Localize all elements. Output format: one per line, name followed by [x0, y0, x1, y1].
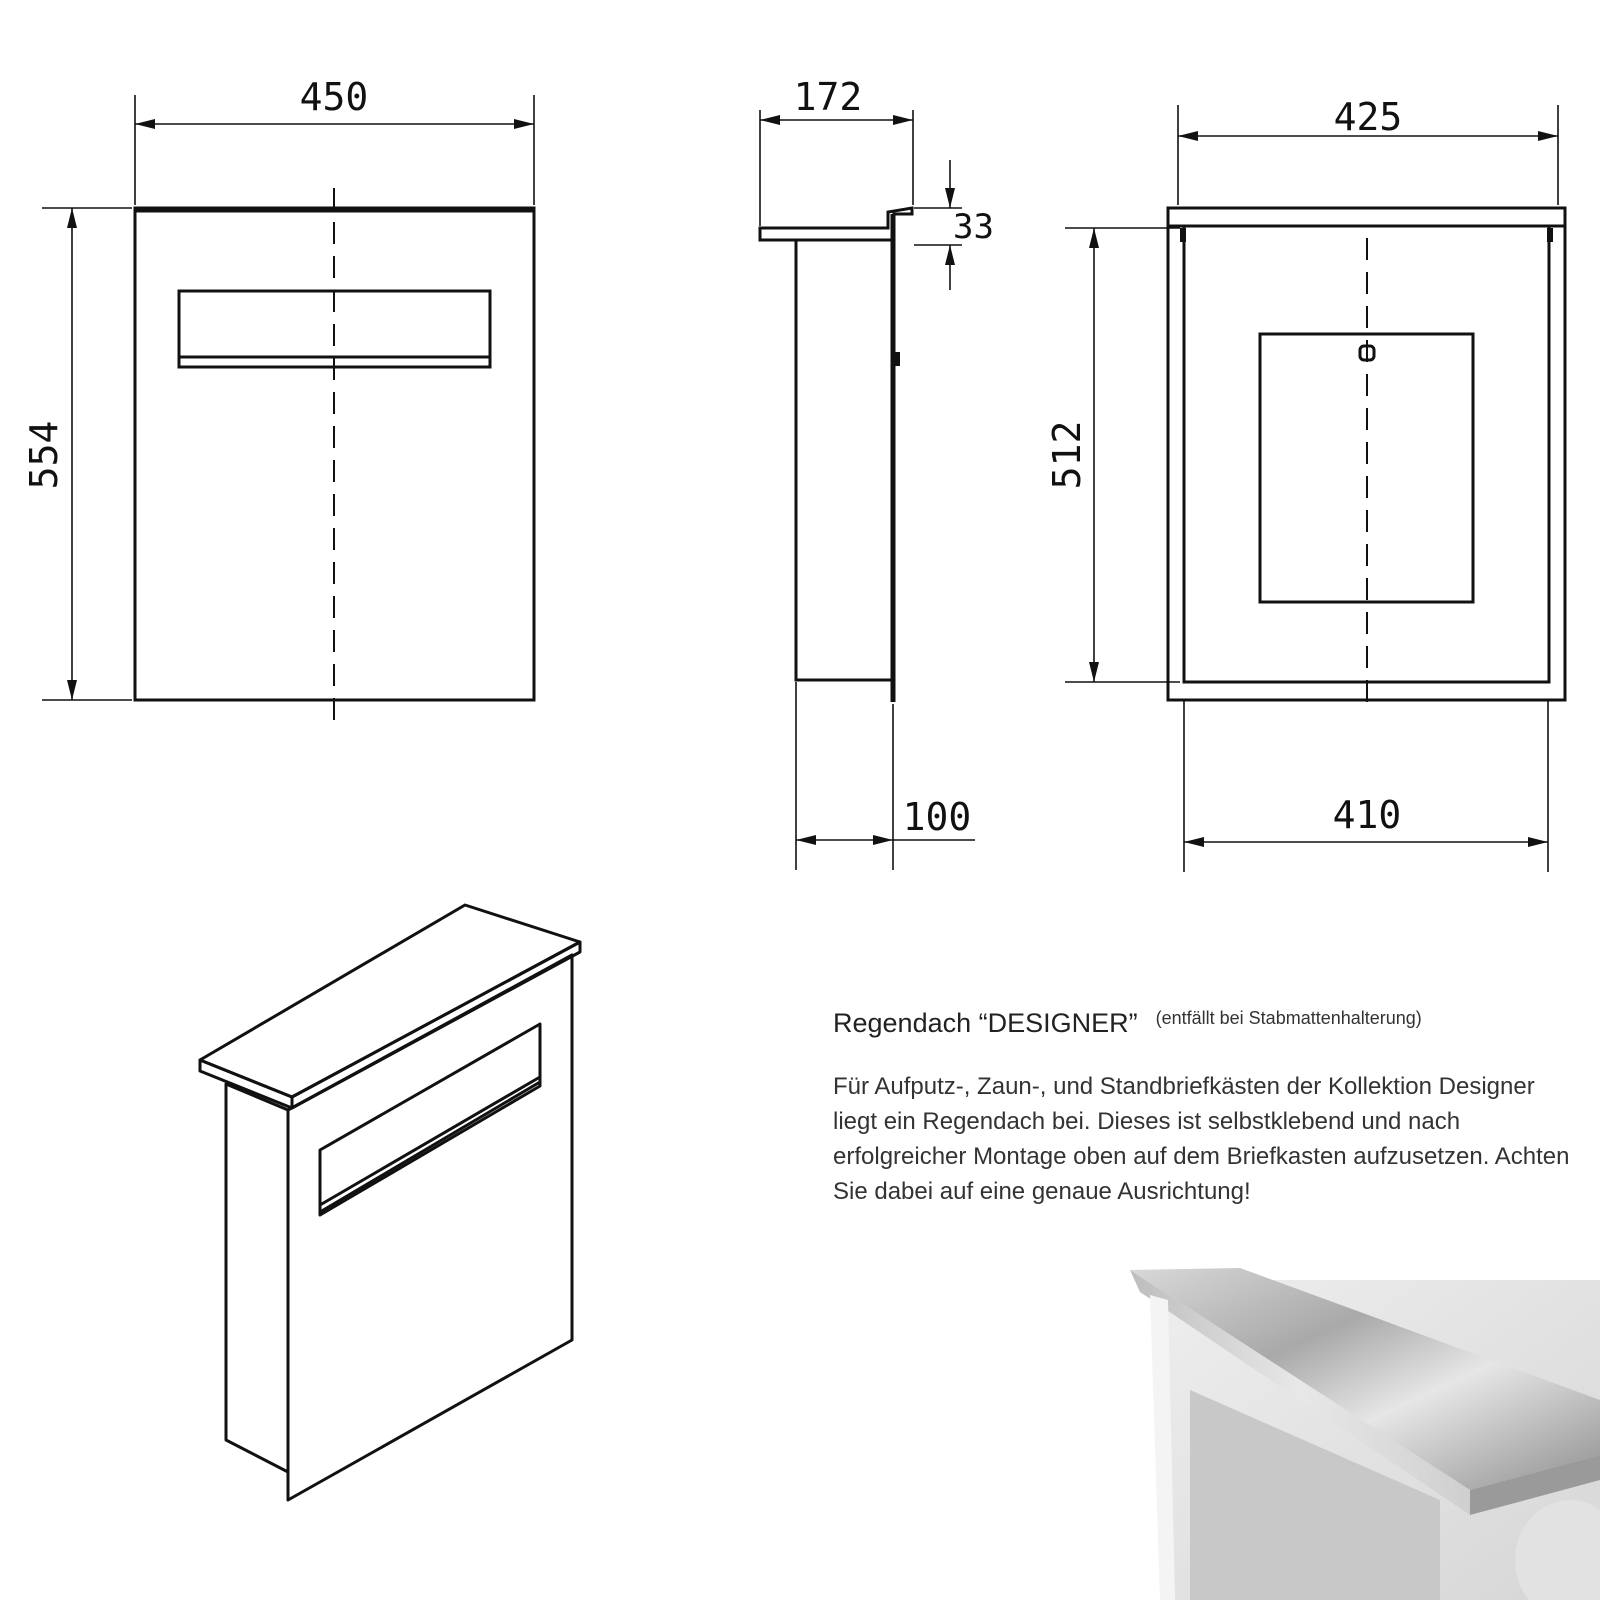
side-roof-profile — [760, 208, 912, 240]
side-view — [760, 75, 994, 870]
iso-roof-top — [200, 905, 580, 1097]
rain-roof-photo — [1130, 1268, 1600, 1600]
info-description: Für Aufputz-, Zaun-, und Standbriefkästen der Kollektion Designer liegt ein Regendach bei. Dieses ist selbstklebend und nach erfolgreicher Montage oben auf dem Briefkasten aufzusetzen. Achten Sie dabei auf eine genaue Ausrichtung! — [833, 1073, 1570, 1205]
back-bottom-label: 410 — [1332, 793, 1402, 837]
side-hinge-mark — [894, 352, 900, 366]
back-height-label: 512 — [1045, 420, 1089, 490]
side-roof-label: 33 — [953, 207, 994, 247]
back-view — [1045, 95, 1565, 872]
iso-letter-slot — [320, 1024, 540, 1212]
front-body-outline — [135, 208, 534, 700]
rain-roof-info — [833, 1008, 1573, 1209]
back-left-tab — [1180, 228, 1186, 242]
side-bottom-label: 100 — [902, 795, 972, 839]
back-right-tab — [1547, 228, 1553, 242]
front-width-label: 450 — [299, 75, 369, 119]
side-depth-label: 172 — [793, 75, 863, 119]
info-note: (entfällt bei Stabmattenhalterung) — [1155, 1008, 1422, 1028]
front-height-label: 554 — [22, 420, 66, 490]
iso-body-front — [288, 955, 572, 1500]
front-view — [22, 75, 534, 722]
back-top-label: 425 — [1333, 95, 1403, 139]
info-heading-row — [833, 1008, 1573, 1039]
isometric-view — [200, 905, 580, 1500]
info-title: Regendach “DESIGNER” — [833, 1008, 1138, 1038]
side-body-outline — [796, 240, 893, 680]
iso-roof-front-band — [200, 1060, 292, 1108]
iso-body-side — [226, 1084, 288, 1472]
